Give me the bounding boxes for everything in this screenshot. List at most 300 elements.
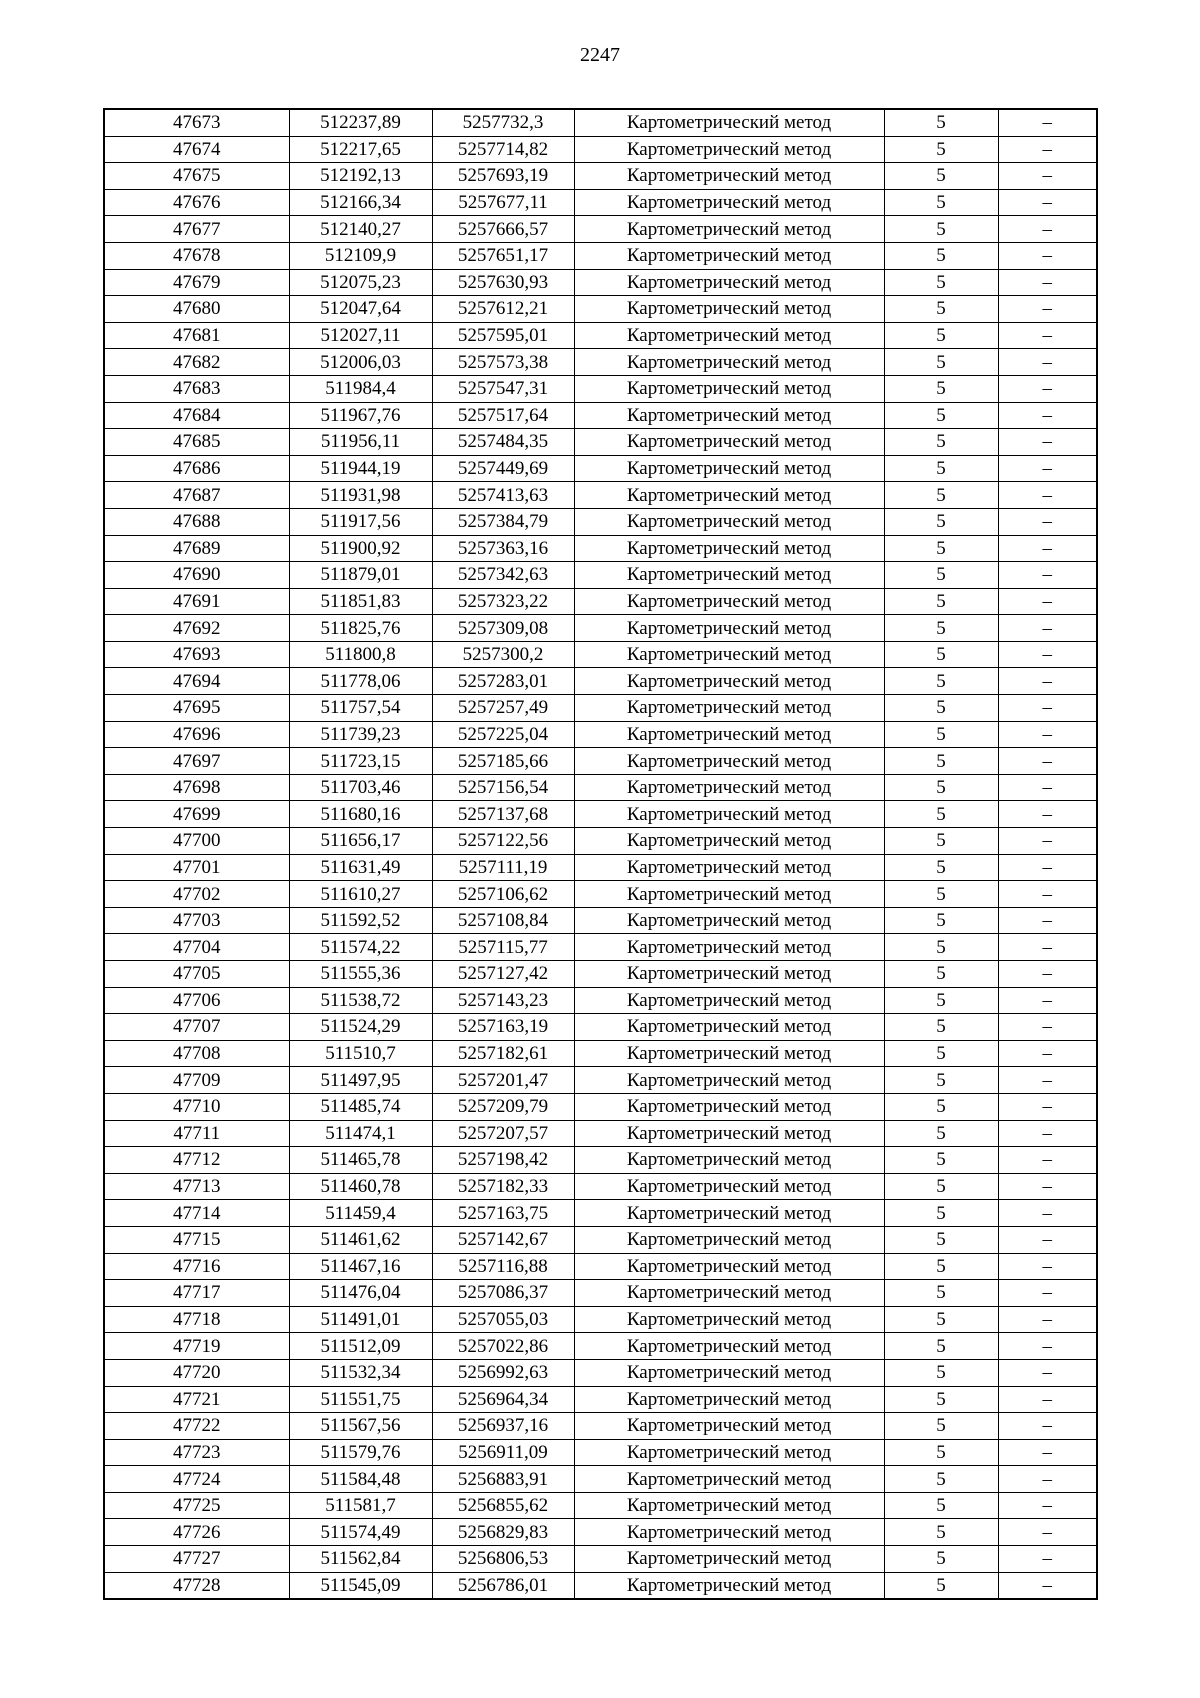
point-number-cell: 47721 xyxy=(104,1386,289,1413)
description-cell: – xyxy=(998,1413,1097,1440)
table-row xyxy=(104,296,1097,323)
accuracy-cell: 5 xyxy=(884,349,998,376)
point-number-cell: 47719 xyxy=(104,1333,289,1360)
accuracy-cell: 5 xyxy=(884,1386,998,1413)
method-cell: Картометрический метод xyxy=(574,1439,884,1466)
method-cell: Картометрический метод xyxy=(574,801,884,828)
method-cell: Картометрический метод xyxy=(574,907,884,934)
y-coordinate-cell: 5257300,2 xyxy=(432,641,574,668)
table-row xyxy=(104,1386,1097,1413)
method-cell: Картометрический метод xyxy=(574,482,884,509)
description-cell: – xyxy=(998,1306,1097,1333)
table-row xyxy=(104,828,1097,855)
point-number-cell: 47700 xyxy=(104,828,289,855)
description-cell: – xyxy=(998,987,1097,1014)
method-cell: Картометрический метод xyxy=(574,402,884,429)
method-cell: Картометрический метод xyxy=(574,641,884,668)
y-coordinate-cell: 5256855,62 xyxy=(432,1492,574,1519)
point-number-cell: 47722 xyxy=(104,1413,289,1440)
x-coordinate-cell: 511984,4 xyxy=(289,375,432,402)
x-coordinate-cell: 511680,16 xyxy=(289,801,432,828)
accuracy-cell: 5 xyxy=(884,1226,998,1253)
accuracy-cell: 5 xyxy=(884,562,998,589)
method-cell: Картометрический метод xyxy=(574,508,884,535)
description-cell: – xyxy=(998,1226,1097,1253)
point-number-cell: 47682 xyxy=(104,349,289,376)
description-cell: – xyxy=(998,216,1097,243)
description-cell: – xyxy=(998,1040,1097,1067)
description-cell: – xyxy=(998,1253,1097,1280)
x-coordinate-cell: 512217,65 xyxy=(289,136,432,163)
y-coordinate-cell: 5257143,23 xyxy=(432,987,574,1014)
x-coordinate-cell: 512027,11 xyxy=(289,322,432,349)
y-coordinate-cell: 5257547,31 xyxy=(432,375,574,402)
accuracy-cell: 5 xyxy=(884,296,998,323)
accuracy-cell: 5 xyxy=(884,987,998,1014)
table-row xyxy=(104,322,1097,349)
point-number-cell: 47694 xyxy=(104,668,289,695)
x-coordinate-cell: 512006,03 xyxy=(289,349,432,376)
point-number-cell: 47676 xyxy=(104,189,289,216)
point-number-cell: 47705 xyxy=(104,961,289,988)
y-coordinate-cell: 5257257,49 xyxy=(432,695,574,722)
x-coordinate-cell: 511497,95 xyxy=(289,1067,432,1094)
accuracy-cell: 5 xyxy=(884,748,998,775)
description-cell: – xyxy=(998,349,1097,376)
point-number-cell: 47675 xyxy=(104,163,289,190)
description-cell: – xyxy=(998,615,1097,642)
point-number-cell: 47701 xyxy=(104,854,289,881)
point-number-cell: 47717 xyxy=(104,1280,289,1307)
description-cell: – xyxy=(998,455,1097,482)
x-coordinate-cell: 511474,1 xyxy=(289,1120,432,1147)
method-cell: Картометрический метод xyxy=(574,455,884,482)
y-coordinate-cell: 5257111,19 xyxy=(432,854,574,881)
accuracy-cell: 5 xyxy=(884,1572,998,1599)
table-row xyxy=(104,588,1097,615)
x-coordinate-cell: 511524,29 xyxy=(289,1014,432,1041)
x-coordinate-cell: 511917,56 xyxy=(289,508,432,535)
accuracy-cell: 5 xyxy=(884,588,998,615)
description-cell: – xyxy=(998,828,1097,855)
description-cell: – xyxy=(998,482,1097,509)
y-coordinate-cell: 5257182,61 xyxy=(432,1040,574,1067)
accuracy-cell: 5 xyxy=(884,1253,998,1280)
table-row xyxy=(104,615,1097,642)
point-number-cell: 47712 xyxy=(104,1147,289,1174)
x-coordinate-cell: 511851,83 xyxy=(289,588,432,615)
table-row xyxy=(104,1200,1097,1227)
accuracy-cell: 5 xyxy=(884,189,998,216)
y-coordinate-cell: 5257517,64 xyxy=(432,402,574,429)
table-row xyxy=(104,1572,1097,1599)
x-coordinate-cell: 512047,64 xyxy=(289,296,432,323)
y-coordinate-cell: 5257163,75 xyxy=(432,1200,574,1227)
x-coordinate-cell: 511956,11 xyxy=(289,429,432,456)
y-coordinate-cell: 5257055,03 xyxy=(432,1306,574,1333)
point-number-cell: 47714 xyxy=(104,1200,289,1227)
accuracy-cell: 5 xyxy=(884,455,998,482)
accuracy-cell: 5 xyxy=(884,934,998,961)
description-cell: – xyxy=(998,801,1097,828)
description-cell: – xyxy=(998,269,1097,296)
description-cell: – xyxy=(998,1014,1097,1041)
x-coordinate-cell: 511931,98 xyxy=(289,482,432,509)
point-number-cell: 47689 xyxy=(104,535,289,562)
method-cell: Картометрический метод xyxy=(574,1120,884,1147)
y-coordinate-cell: 5256786,01 xyxy=(432,1572,574,1599)
point-number-cell: 47695 xyxy=(104,695,289,722)
table-row xyxy=(104,1546,1097,1573)
method-cell: Картометрический метод xyxy=(574,1040,884,1067)
point-number-cell: 47706 xyxy=(104,987,289,1014)
x-coordinate-cell: 511532,34 xyxy=(289,1359,432,1386)
description-cell: – xyxy=(998,535,1097,562)
y-coordinate-cell: 5257127,42 xyxy=(432,961,574,988)
accuracy-cell: 5 xyxy=(884,1333,998,1360)
table-row xyxy=(104,1253,1097,1280)
accuracy-cell: 5 xyxy=(884,695,998,722)
table-row xyxy=(104,1067,1097,1094)
description-cell: – xyxy=(998,721,1097,748)
accuracy-cell: 5 xyxy=(884,402,998,429)
x-coordinate-cell: 511581,7 xyxy=(289,1492,432,1519)
x-coordinate-cell: 511574,22 xyxy=(289,934,432,961)
y-coordinate-cell: 5257573,38 xyxy=(432,349,574,376)
method-cell: Картометрический метод xyxy=(574,1413,884,1440)
description-cell: – xyxy=(998,1200,1097,1227)
x-coordinate-cell: 511944,19 xyxy=(289,455,432,482)
x-coordinate-cell: 511800,8 xyxy=(289,641,432,668)
point-number-cell: 47726 xyxy=(104,1519,289,1546)
table-row xyxy=(104,907,1097,934)
description-cell: – xyxy=(998,1067,1097,1094)
y-coordinate-cell: 5257449,69 xyxy=(432,455,574,482)
point-number-cell: 47713 xyxy=(104,1173,289,1200)
table-row xyxy=(104,1173,1097,1200)
y-coordinate-cell: 5256883,91 xyxy=(432,1466,574,1493)
table-row xyxy=(104,1492,1097,1519)
method-cell: Картометрический метод xyxy=(574,1014,884,1041)
method-cell: Картометрический метод xyxy=(574,615,884,642)
description-cell: – xyxy=(998,1173,1097,1200)
accuracy-cell: 5 xyxy=(884,322,998,349)
point-number-cell: 47697 xyxy=(104,748,289,775)
description-cell: – xyxy=(998,1546,1097,1573)
x-coordinate-cell: 512166,34 xyxy=(289,189,432,216)
table-row xyxy=(104,1226,1097,1253)
method-cell: Картометрический метод xyxy=(574,1546,884,1573)
method-cell: Картометрический метод xyxy=(574,269,884,296)
x-coordinate-cell: 511723,15 xyxy=(289,748,432,775)
point-number-cell: 47690 xyxy=(104,562,289,589)
y-coordinate-cell: 5257384,79 xyxy=(432,508,574,535)
y-coordinate-cell: 5256992,63 xyxy=(432,1359,574,1386)
x-coordinate-cell: 511825,76 xyxy=(289,615,432,642)
y-coordinate-cell: 5257086,37 xyxy=(432,1280,574,1307)
accuracy-cell: 5 xyxy=(884,1492,998,1519)
x-coordinate-cell: 512109,9 xyxy=(289,242,432,269)
description-cell: – xyxy=(998,1359,1097,1386)
description-cell: – xyxy=(998,668,1097,695)
method-cell: Картометрический метод xyxy=(574,375,884,402)
method-cell: Картометрический метод xyxy=(574,1093,884,1120)
x-coordinate-cell: 511703,46 xyxy=(289,774,432,801)
accuracy-cell: 5 xyxy=(884,1546,998,1573)
y-coordinate-cell: 5257142,67 xyxy=(432,1226,574,1253)
method-cell: Картометрический метод xyxy=(574,109,884,136)
method-cell: Картометрический метод xyxy=(574,934,884,961)
method-cell: Картометрический метод xyxy=(574,562,884,589)
x-coordinate-cell: 511879,01 xyxy=(289,562,432,589)
x-coordinate-cell: 511460,78 xyxy=(289,1173,432,1200)
description-cell: – xyxy=(998,641,1097,668)
y-coordinate-cell: 5256806,53 xyxy=(432,1546,574,1573)
x-coordinate-cell: 511551,75 xyxy=(289,1386,432,1413)
table-row xyxy=(104,748,1097,775)
point-number-cell: 47691 xyxy=(104,588,289,615)
x-coordinate-cell: 512192,13 xyxy=(289,163,432,190)
description-cell: – xyxy=(998,588,1097,615)
table-row xyxy=(104,349,1097,376)
method-cell: Картометрический метод xyxy=(574,1253,884,1280)
point-number-cell: 47688 xyxy=(104,508,289,535)
point-number-cell: 47711 xyxy=(104,1120,289,1147)
description-cell: – xyxy=(998,1439,1097,1466)
y-coordinate-cell: 5257116,88 xyxy=(432,1253,574,1280)
y-coordinate-cell: 5257413,63 xyxy=(432,482,574,509)
y-coordinate-cell: 5257137,68 xyxy=(432,801,574,828)
table-row xyxy=(104,163,1097,190)
method-cell: Картометрический метод xyxy=(574,1067,884,1094)
accuracy-cell: 5 xyxy=(884,1466,998,1493)
x-coordinate-cell: 511631,49 xyxy=(289,854,432,881)
method-cell: Картометрический метод xyxy=(574,1147,884,1174)
table-row xyxy=(104,961,1097,988)
y-coordinate-cell: 5257595,01 xyxy=(432,322,574,349)
description-cell: – xyxy=(998,1492,1097,1519)
method-cell: Картометрический метод xyxy=(574,1466,884,1493)
description-cell: – xyxy=(998,508,1097,535)
accuracy-cell: 5 xyxy=(884,1147,998,1174)
accuracy-cell: 5 xyxy=(884,1093,998,1120)
point-number-cell: 47698 xyxy=(104,774,289,801)
x-coordinate-cell: 511538,72 xyxy=(289,987,432,1014)
description-cell: – xyxy=(998,1147,1097,1174)
method-cell: Картометрический метод xyxy=(574,1519,884,1546)
x-coordinate-cell: 512075,23 xyxy=(289,269,432,296)
table-row xyxy=(104,1466,1097,1493)
accuracy-cell: 5 xyxy=(884,136,998,163)
table-row xyxy=(104,934,1097,961)
method-cell: Картометрический метод xyxy=(574,854,884,881)
accuracy-cell: 5 xyxy=(884,961,998,988)
y-coordinate-cell: 5257612,21 xyxy=(432,296,574,323)
description-cell: – xyxy=(998,296,1097,323)
accuracy-cell: 5 xyxy=(884,615,998,642)
x-coordinate-cell: 511510,7 xyxy=(289,1040,432,1067)
y-coordinate-cell: 5257163,19 xyxy=(432,1014,574,1041)
accuracy-cell: 5 xyxy=(884,881,998,908)
table-body xyxy=(104,109,1097,1599)
table-row xyxy=(104,189,1097,216)
description-cell: – xyxy=(998,961,1097,988)
point-number-cell: 47674 xyxy=(104,136,289,163)
method-cell: Картометрический метод xyxy=(574,1492,884,1519)
accuracy-cell: 5 xyxy=(884,641,998,668)
point-number-cell: 47681 xyxy=(104,322,289,349)
x-coordinate-cell: 511610,27 xyxy=(289,881,432,908)
x-coordinate-cell: 511739,23 xyxy=(289,721,432,748)
table-row xyxy=(104,242,1097,269)
table-row xyxy=(104,1306,1097,1333)
table-row xyxy=(104,854,1097,881)
accuracy-cell: 5 xyxy=(884,1173,998,1200)
x-coordinate-cell: 512140,27 xyxy=(289,216,432,243)
y-coordinate-cell: 5257207,57 xyxy=(432,1120,574,1147)
description-cell: – xyxy=(998,1120,1097,1147)
point-number-cell: 47673 xyxy=(104,109,289,136)
accuracy-cell: 5 xyxy=(884,429,998,456)
point-number-cell: 47727 xyxy=(104,1546,289,1573)
method-cell: Картометрический метод xyxy=(574,216,884,243)
y-coordinate-cell: 5256911,09 xyxy=(432,1439,574,1466)
table-row xyxy=(104,1120,1097,1147)
method-cell: Картометрический метод xyxy=(574,1359,884,1386)
method-cell: Картометрический метод xyxy=(574,136,884,163)
accuracy-cell: 5 xyxy=(884,1306,998,1333)
table-row xyxy=(104,375,1097,402)
point-number-cell: 47716 xyxy=(104,1253,289,1280)
description-cell: – xyxy=(998,242,1097,269)
accuracy-cell: 5 xyxy=(884,721,998,748)
description-cell: – xyxy=(998,1093,1097,1120)
x-coordinate-cell: 511900,92 xyxy=(289,535,432,562)
description-cell: – xyxy=(998,109,1097,136)
x-coordinate-cell: 511967,76 xyxy=(289,402,432,429)
y-coordinate-cell: 5256937,16 xyxy=(432,1413,574,1440)
table-row xyxy=(104,1147,1097,1174)
x-coordinate-cell: 511461,62 xyxy=(289,1226,432,1253)
y-coordinate-cell: 5256964,34 xyxy=(432,1386,574,1413)
point-number-cell: 47709 xyxy=(104,1067,289,1094)
method-cell: Картометрический метод xyxy=(574,695,884,722)
point-number-cell: 47692 xyxy=(104,615,289,642)
point-number-cell: 47707 xyxy=(104,1014,289,1041)
description-cell: – xyxy=(998,136,1097,163)
point-number-cell: 47723 xyxy=(104,1439,289,1466)
description-cell: – xyxy=(998,1466,1097,1493)
table-row xyxy=(104,269,1097,296)
table-row xyxy=(104,1413,1097,1440)
table-row xyxy=(104,455,1097,482)
table-row xyxy=(104,641,1097,668)
table-row xyxy=(104,482,1097,509)
method-cell: Картометрический метод xyxy=(574,1173,884,1200)
y-coordinate-cell: 5257225,04 xyxy=(432,721,574,748)
y-coordinate-cell: 5257198,42 xyxy=(432,1147,574,1174)
y-coordinate-cell: 5257630,93 xyxy=(432,269,574,296)
description-cell: – xyxy=(998,854,1097,881)
point-number-cell: 47678 xyxy=(104,242,289,269)
point-number-cell: 47715 xyxy=(104,1226,289,1253)
method-cell: Картометрический метод xyxy=(574,588,884,615)
table-row xyxy=(104,801,1097,828)
x-coordinate-cell: 511512,09 xyxy=(289,1333,432,1360)
point-number-cell: 47699 xyxy=(104,801,289,828)
description-cell: – xyxy=(998,402,1097,429)
accuracy-cell: 5 xyxy=(884,907,998,934)
description-cell: – xyxy=(998,881,1097,908)
y-coordinate-cell: 5257342,63 xyxy=(432,562,574,589)
description-cell: – xyxy=(998,1280,1097,1307)
x-coordinate-cell: 511574,49 xyxy=(289,1519,432,1546)
accuracy-cell: 5 xyxy=(884,216,998,243)
point-number-cell: 47708 xyxy=(104,1040,289,1067)
point-number-cell: 47677 xyxy=(104,216,289,243)
accuracy-cell: 5 xyxy=(884,828,998,855)
x-coordinate-cell: 511579,76 xyxy=(289,1439,432,1466)
method-cell: Картометрический метод xyxy=(574,163,884,190)
accuracy-cell: 5 xyxy=(884,1067,998,1094)
point-number-cell: 47724 xyxy=(104,1466,289,1493)
method-cell: Картометрический метод xyxy=(574,1333,884,1360)
description-cell: – xyxy=(998,907,1097,934)
x-coordinate-cell: 511562,84 xyxy=(289,1546,432,1573)
point-number-cell: 47686 xyxy=(104,455,289,482)
table-row xyxy=(104,1519,1097,1546)
table-row xyxy=(104,1439,1097,1466)
table-row xyxy=(104,535,1097,562)
x-coordinate-cell: 511485,74 xyxy=(289,1093,432,1120)
method-cell: Картометрический метод xyxy=(574,1572,884,1599)
y-coordinate-cell: 5257115,77 xyxy=(432,934,574,961)
method-cell: Картометрический метод xyxy=(574,1200,884,1227)
point-number-cell: 47679 xyxy=(104,269,289,296)
y-coordinate-cell: 5257122,56 xyxy=(432,828,574,855)
table-row xyxy=(104,109,1097,136)
table-row xyxy=(104,721,1097,748)
point-number-cell: 47702 xyxy=(104,881,289,908)
method-cell: Картометрический метод xyxy=(574,1306,884,1333)
y-coordinate-cell: 5257693,19 xyxy=(432,163,574,190)
x-coordinate-cell: 511459,4 xyxy=(289,1200,432,1227)
y-coordinate-cell: 5257309,08 xyxy=(432,615,574,642)
point-number-cell: 47720 xyxy=(104,1359,289,1386)
accuracy-cell: 5 xyxy=(884,1280,998,1307)
point-number-cell: 47718 xyxy=(104,1306,289,1333)
table-row xyxy=(104,508,1097,535)
description-cell: – xyxy=(998,1386,1097,1413)
table-row xyxy=(104,429,1097,456)
method-cell: Картометрический метод xyxy=(574,1226,884,1253)
method-cell: Картометрический метод xyxy=(574,961,884,988)
y-coordinate-cell: 5257022,86 xyxy=(432,1333,574,1360)
x-coordinate-cell: 511491,01 xyxy=(289,1306,432,1333)
y-coordinate-cell: 5257677,11 xyxy=(432,189,574,216)
description-cell: – xyxy=(998,429,1097,456)
method-cell: Картометрический метод xyxy=(574,881,884,908)
x-coordinate-cell: 511592,52 xyxy=(289,907,432,934)
table-row xyxy=(104,402,1097,429)
method-cell: Картометрический метод xyxy=(574,721,884,748)
description-cell: – xyxy=(998,934,1097,961)
method-cell: Картометрический метод xyxy=(574,828,884,855)
method-cell: Картометрический метод xyxy=(574,429,884,456)
accuracy-cell: 5 xyxy=(884,269,998,296)
table-row xyxy=(104,216,1097,243)
method-cell: Картометрический метод xyxy=(574,189,884,216)
